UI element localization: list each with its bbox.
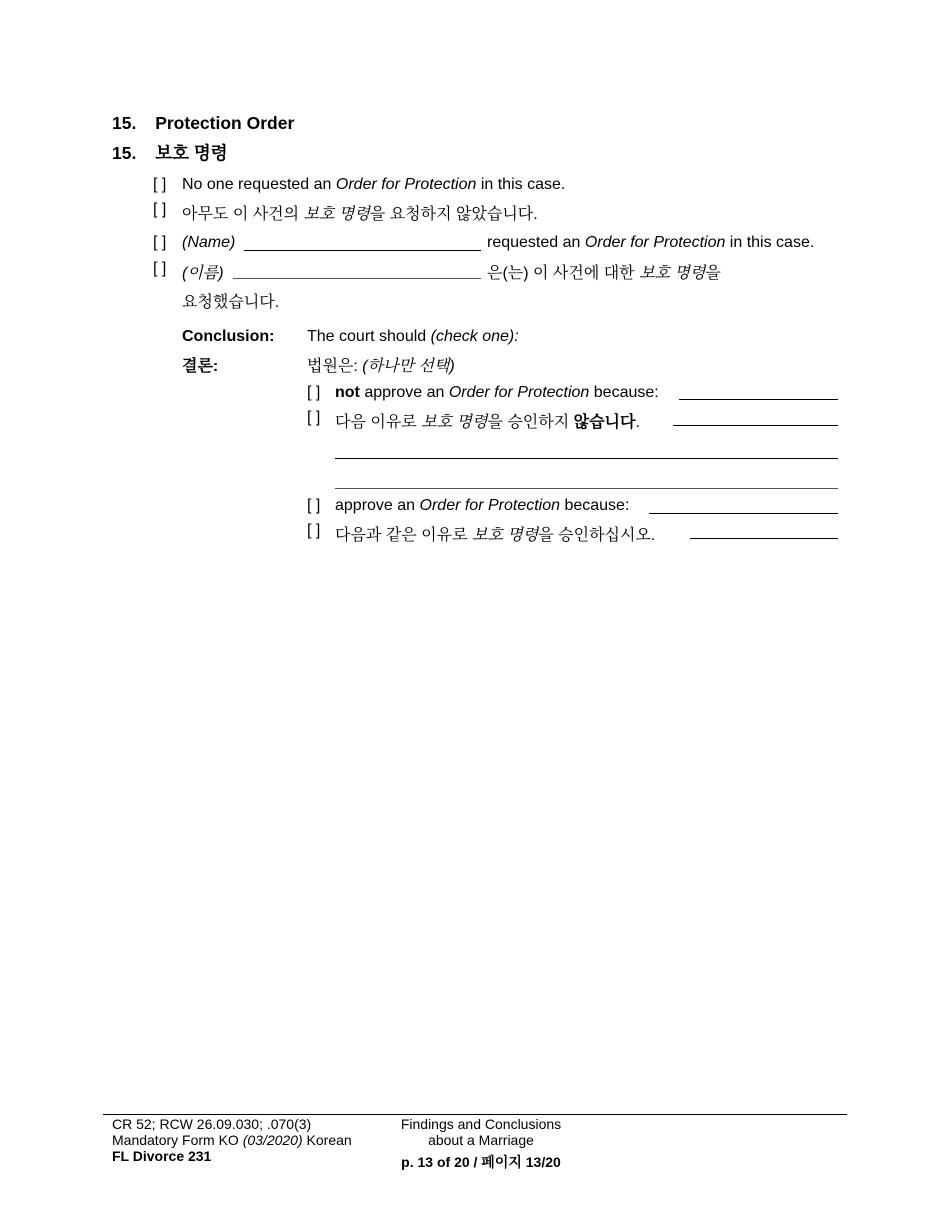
not-approve-text-ko-pre: 다음 이유로 — [335, 414, 422, 431]
requested-text-ko-continued: 요청했습니다. — [182, 294, 280, 311]
not-approve-text-ko-em: 보호 명령 — [421, 414, 488, 431]
not-approve-text-ko — [335, 409, 640, 432]
footer-doc-title-1: Findings and Conclusions — [400, 1116, 562, 1132]
approve-text-en — [335, 497, 629, 515]
footer-form-version-pre: Mandatory Form KO — [112, 1132, 243, 1148]
requested-text-ko-em: 보호 명령 — [639, 265, 706, 282]
footer-doc-title-2: about a Marriage — [428, 1132, 534, 1148]
no-request-text-ko — [182, 201, 538, 224]
not-approve-text-ko-mid: 을 승인하지 — [487, 414, 574, 431]
not-approve-reason-line-2[interactable] — [335, 458, 838, 459]
no-request-text-ko-pre: 아무도 이 사건의 — [182, 206, 304, 223]
section-title-en: Protection Order — [155, 113, 295, 133]
approve-reason-input-en[interactable] — [649, 513, 838, 514]
not-approve-reason-input-en[interactable] — [679, 399, 838, 400]
requested-text-ko-post: 을 — [705, 265, 721, 282]
section-number-ko: 15. — [112, 143, 137, 163]
section-title-ko: 보호 명령 — [155, 143, 228, 163]
footer-page-number: p. 13 of 20 / 페이지 13/20 — [401, 1154, 561, 1170]
not-approve-reason-input-ko[interactable] — [673, 425, 838, 426]
footer-citation: CR 52; RCW 26.09.030; .070(3) — [112, 1116, 312, 1132]
not-approve-reason-line-3[interactable] — [335, 488, 838, 489]
conclusion-text-en-main: The court should — [307, 328, 431, 345]
no-request-text-en-em: Order for Protection — [335, 176, 477, 193]
approve-reason-input-ko[interactable] — [690, 538, 838, 539]
not-approve-text-en-bold: not — [335, 384, 360, 401]
footer-divider — [103, 1114, 847, 1115]
not-approve-checkbox-ko[interactable]: [ ] — [307, 409, 321, 426]
requested-checkbox-en[interactable]: [ ] — [153, 234, 167, 251]
conclusion-label-en: Conclusion: — [182, 328, 275, 345]
not-approve-text-ko-post: . — [635, 414, 640, 431]
conclusion-text-en — [307, 328, 519, 346]
not-approve-text-en — [335, 384, 659, 402]
section-number-en: 15. — [112, 113, 137, 133]
approve-text-ko-post: 을 승인하십시오. — [538, 527, 656, 544]
conclusion-text-ko-main: 법원은: — [307, 358, 363, 375]
no-request-checkbox-ko[interactable]: [ ] — [153, 201, 167, 218]
requested-text-en — [487, 234, 814, 252]
approve-text-en-pre: approve an — [335, 497, 420, 514]
footer-form-id: FL Divorce 231 — [112, 1148, 212, 1164]
approve-text-ko-pre: 다음과 같은 이유로 — [335, 527, 472, 544]
approve-checkbox-en[interactable]: [ ] — [307, 497, 321, 514]
requested-text-en-post: in this case. — [725, 234, 815, 251]
no-request-text-ko-post: 을 요청하지 않았습니다. — [369, 206, 538, 223]
requested-text-ko-pre: 은(는) 이 사건에 대한 — [487, 265, 640, 282]
requested-name-label-ko: (이름) — [182, 265, 224, 282]
not-approve-text-ko-bold: 않습니다 — [573, 414, 636, 431]
approve-text-ko — [335, 522, 655, 545]
no-request-text-en-pre: No one requested an — [182, 176, 336, 193]
footer-form-version — [112, 1132, 352, 1148]
conclusion-label-ko: 결론: — [182, 358, 219, 375]
approve-text-ko-em: 보호 명령 — [471, 527, 539, 544]
requested-text-en-em: Order for Protection — [584, 234, 726, 251]
requested-name-input-ko[interactable] — [233, 278, 481, 279]
conclusion-text-ko-em: (하나만 선택) — [362, 358, 455, 375]
requested-name-input-en[interactable] — [244, 250, 481, 251]
no-request-text-en — [182, 176, 565, 194]
requested-text-en-pre: requested an — [487, 234, 585, 251]
not-approve-checkbox-en[interactable]: [ ] — [307, 384, 321, 401]
conclusion-text-en-em: (check one): — [430, 328, 519, 345]
requested-text-ko — [487, 260, 721, 283]
approve-text-en-em: Order for Protection — [419, 497, 561, 514]
not-approve-text-en-post: because: — [589, 384, 659, 401]
no-request-checkbox-en[interactable]: [ ] — [153, 176, 167, 193]
requested-name-label-en: (Name) — [182, 234, 236, 251]
footer-form-version-date: (03/2020) — [242, 1132, 303, 1148]
section-heading-en — [112, 113, 294, 134]
approve-text-en-post: because: — [560, 497, 630, 514]
section-heading-ko — [112, 140, 228, 165]
approve-checkbox-ko[interactable]: [ ] — [307, 522, 321, 539]
requested-checkbox-ko[interactable]: [ ] — [153, 260, 167, 277]
conclusion-text-ko — [307, 353, 455, 376]
no-request-text-en-post: in this case. — [476, 176, 566, 193]
not-approve-text-en-em: Order for Protection — [448, 384, 590, 401]
not-approve-text-en-pre: approve an — [359, 384, 449, 401]
footer-form-version-lang: Korean — [302, 1132, 352, 1148]
no-request-text-ko-em: 보호 명령 — [303, 206, 370, 223]
